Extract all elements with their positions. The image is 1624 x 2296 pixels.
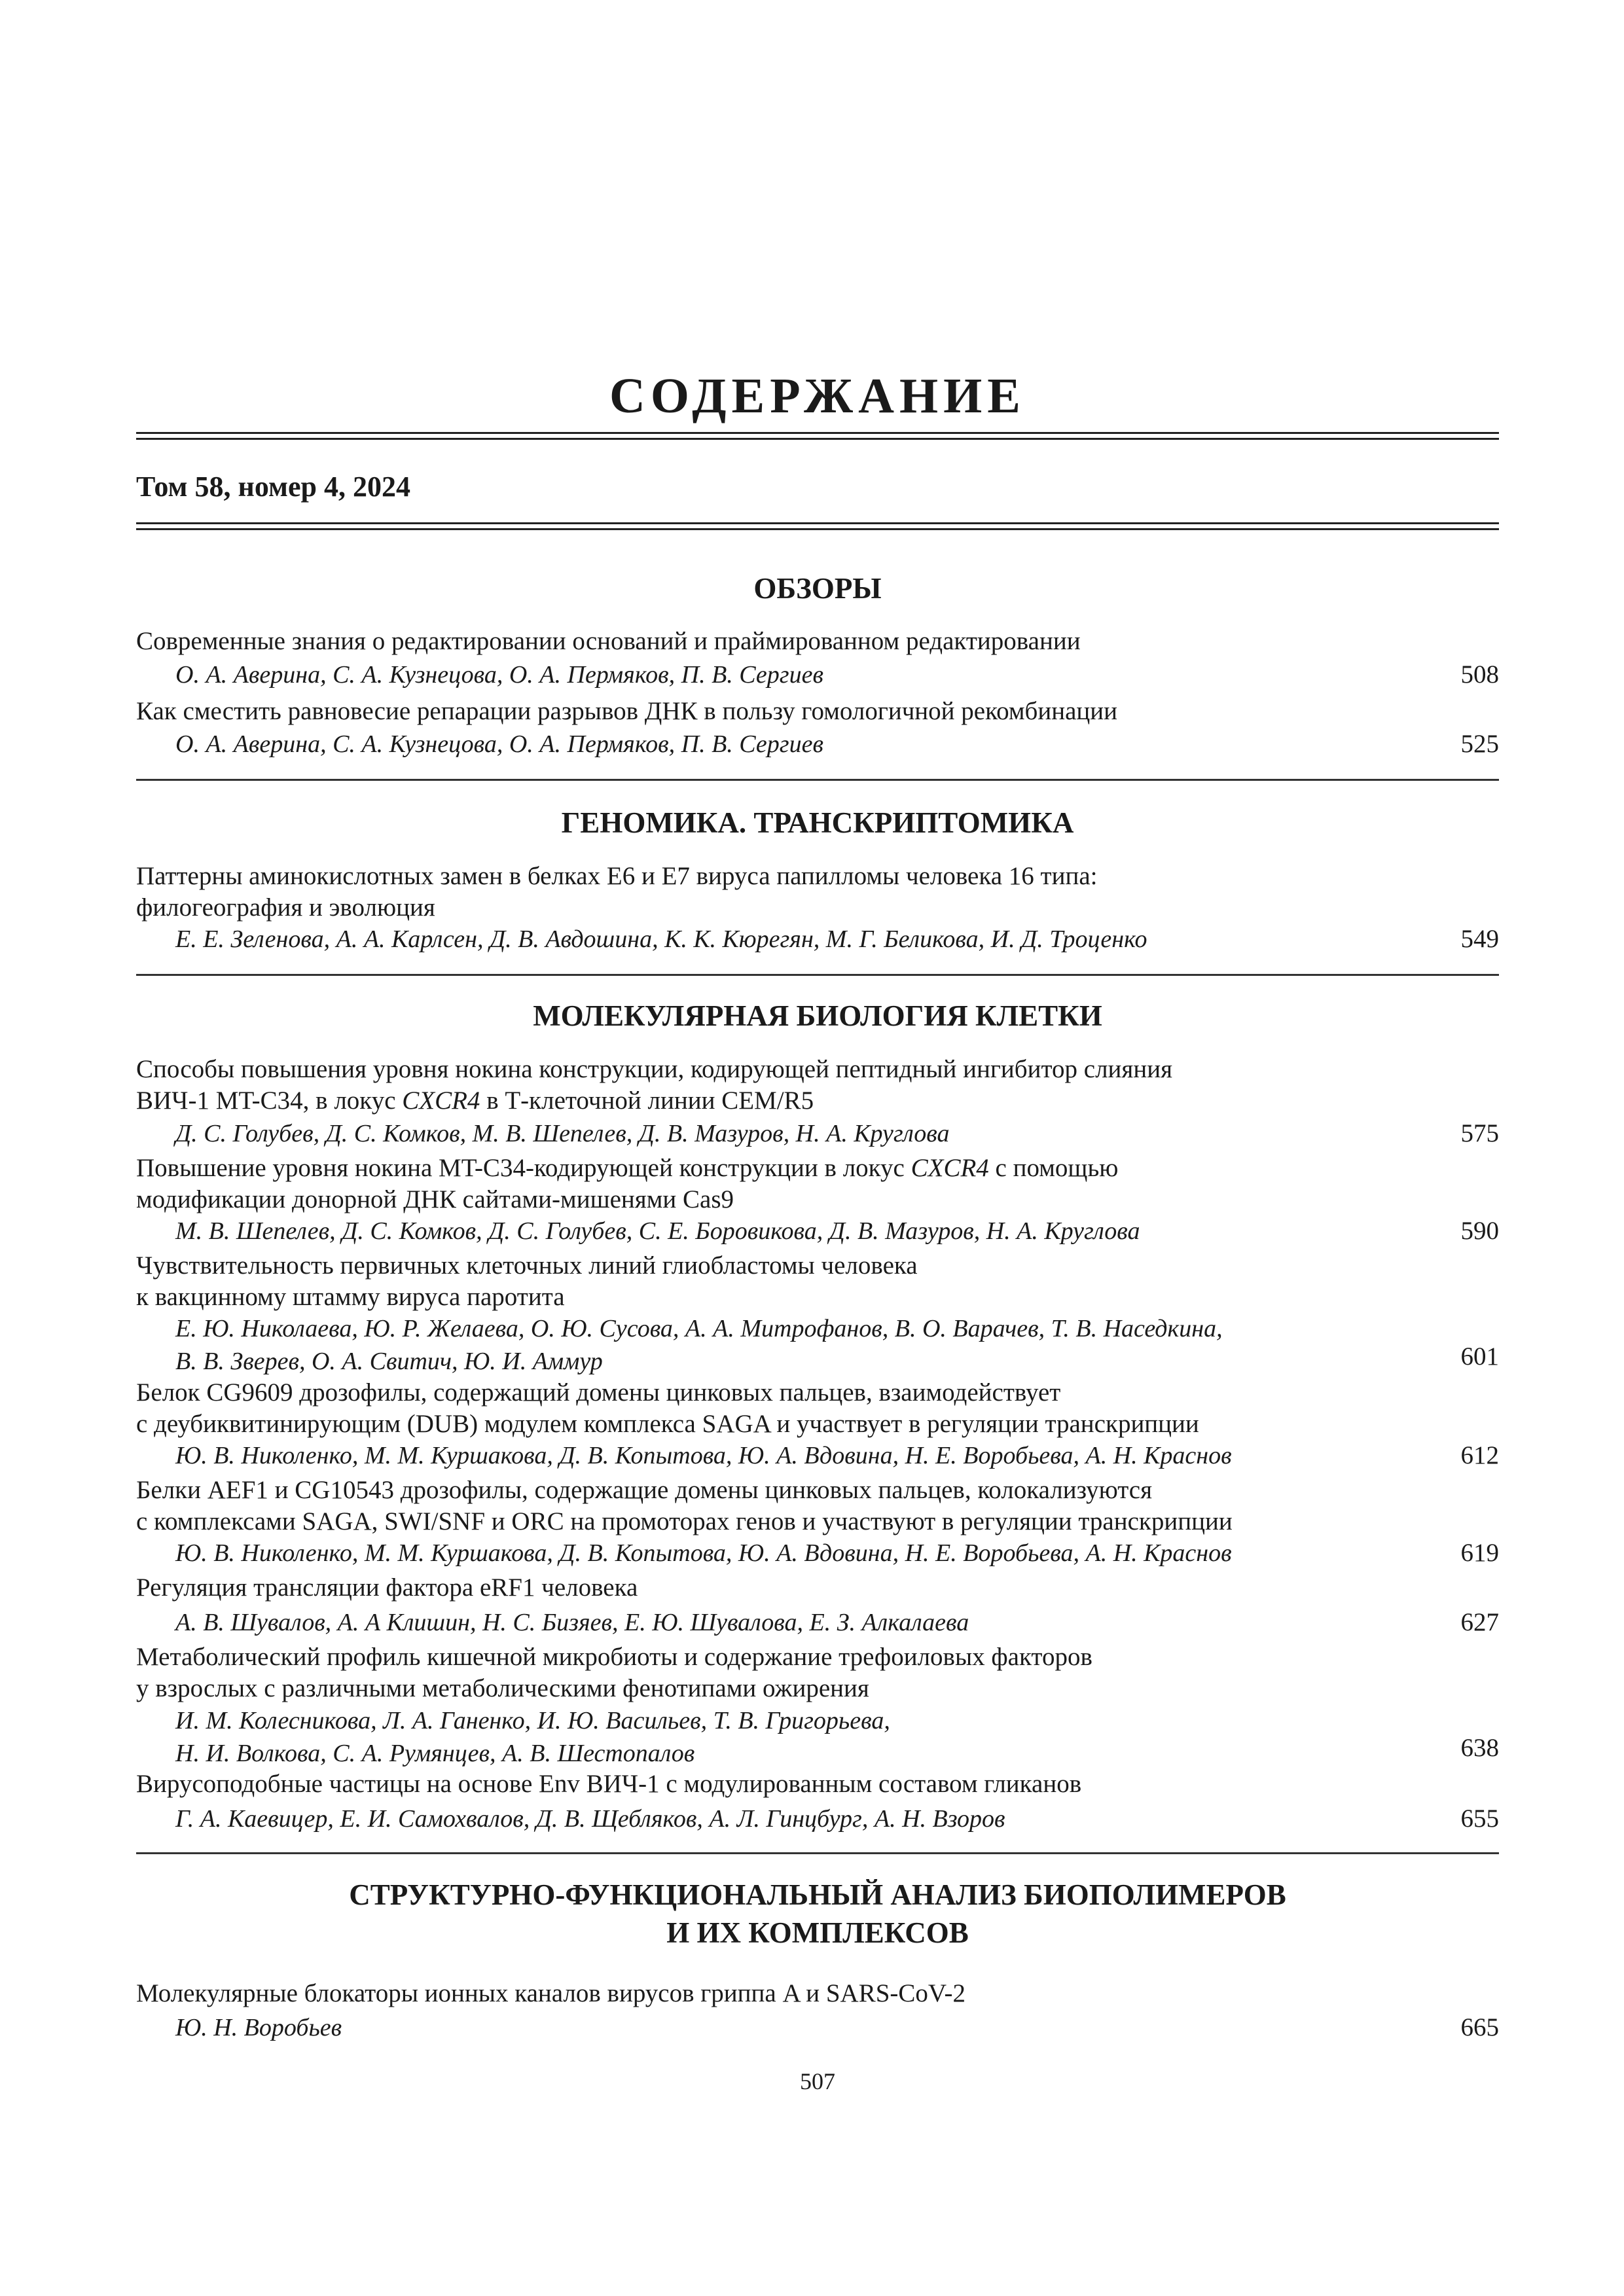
article-authors-line: Е. Ю. Николаева, Ю. Р. Желаева, О. Ю. Сусова, А. А. Митрофанов, В. О. Варачев, Т. В. Наседкина,: [175, 1315, 1223, 1342]
article-title-line: к вакцинному штамму вируса паротита: [136, 1283, 565, 1311]
article-authors-line: В. В. Зверев, О. А. Свитич, Ю. И. Аммур: [175, 1348, 603, 1375]
article-page-number: 612: [1460, 1441, 1499, 1469]
article-page-number: 655: [1460, 1804, 1499, 1833]
article-authors-line: И. М. Колесникова, Л. А. Ганенко, И. Ю. Васильев, Т. В. Григорьева,: [175, 1707, 890, 1734]
article-title: [136, 1377, 1432, 1440]
article-title-line: модификации донорной ДНК сайтами-мишенями Cas9: [136, 1185, 734, 1213]
article-title-segment: ВИЧ-1 MT-C34, в локус: [136, 1086, 403, 1115]
gene-name: CXCR4: [402, 1086, 480, 1115]
section-heading-line: И ИХ КОМПЛЕКСОВ: [666, 1916, 969, 1949]
volume-issue-line: Том 58, номер 4, 2024: [136, 471, 410, 503]
gene-name: CXCR4: [911, 1154, 989, 1182]
volume-double-rule: [136, 522, 1499, 530]
article-title-line: Паттерны аминокислотных замен в белках E6 и E7 вируса папилломы человека 16 типа:: [136, 862, 1098, 890]
article-title-line: филогеография и эволюция: [136, 893, 435, 922]
article-title-line: Белки AEF1 и CG10543 дрозофилы, содержащие домены цинковых пальцев, колокализуются: [136, 1476, 1153, 1504]
section-heading-molecular-cell-biology: МОЛЕКУЛЯРНАЯ БИОЛОГИЯ КЛЕТКИ: [533, 999, 1102, 1032]
article-title: [136, 1250, 1432, 1313]
article-title-line: [136, 1085, 1432, 1117]
section-heading-genomics: ГЕНОМИКА. ТРАНСКРИПТОМИКА: [561, 806, 1074, 839]
article-title-line: Белок CG9609 дрозофилы, содержащий домены цинковых пальцев, взаимодействует: [136, 1378, 1061, 1407]
article-page-number: 525: [1460, 730, 1499, 758]
article-title-segment: Повышение уровня нокина MT-C34-кодирующей конструкции в локус: [136, 1154, 911, 1182]
article-authors-line: Н. И. Волкова, С. А. Румянцев, А. В. Шестопалов: [175, 1740, 695, 1767]
article-page-number: 601: [1460, 1342, 1499, 1371]
article-title: Вирусоподобные частицы на основе Env ВИЧ-1 с модулированным составом гликанов: [136, 1770, 1082, 1798]
article-title: [136, 861, 1432, 924]
article-title: Современные знания о редактировании оснований и праймированном редактировании: [136, 627, 1081, 655]
article-title: Молекулярные блокаторы ионных каналов вирусов гриппа A и SARS-CoV-2: [136, 1979, 965, 2007]
article-title: [136, 1054, 1432, 1117]
article-authors: Ю. В. Николенко, М. М. Куршакова, Д. В. Копытова, Ю. А. Вдовина, Н. Е. Воробьева, А. Н. Краснов: [175, 1539, 1232, 1567]
article-title-line: у взрослых с различными метаболическими фенотипами ожирения: [136, 1674, 869, 1702]
article-title: [136, 1641, 1432, 1704]
article-page-number: 627: [1460, 1608, 1499, 1636]
article-title: [136, 1475, 1432, 1537]
article-authors: М. В. Шепелев, Д. С. Комков, Д. С. Голубев, С. Е. Боровикова, Д. В. Мазуров, Н. А. Круглова: [175, 1217, 1140, 1245]
article-title-line: с деубиквитинирующим (DUB) модулем комплекса SAGA и участвует в регуляции транскрипции: [136, 1410, 1199, 1438]
article-authors: Ю. Н. Воробьев: [175, 2014, 342, 2041]
article-page-number: 665: [1460, 2013, 1499, 2041]
article-page-number: 508: [1460, 660, 1499, 689]
title-double-rule: [136, 432, 1499, 440]
article-page-number: 638: [1460, 1734, 1499, 1762]
section-heading-biopolymers: [136, 1876, 1499, 1952]
article-authors: О. А. Аверина, С. А. Кузнецова, О. А. Пермяков, П. В. Сергиев: [175, 661, 823, 689]
article-authors: Д. С. Голубев, Д. С. Комков, М. В. Шепелев, Д. В. Мазуров, Н. А. Круглова: [175, 1120, 950, 1147]
article-title-line: Способы повышения уровня нокина конструкции, кодирующей пептидный ингибитор слияния: [136, 1055, 1173, 1083]
article-title-line: Метаболический профиль кишечной микробиоты и содержание трефоиловых факторов: [136, 1643, 1092, 1671]
article-title-line: с комплексами SAGA, SWI/SNF и ORC на промоторах генов и участвуют в регуляции транскрипции: [136, 1507, 1233, 1535]
article-page-number: 590: [1460, 1217, 1499, 1245]
section-divider: [136, 974, 1499, 976]
article-title-segment: с помощью: [988, 1154, 1119, 1182]
page-folio-number: 507: [800, 2068, 835, 2094]
article-page-number: 575: [1460, 1119, 1499, 1147]
article-title-segment: в Т-клеточной линии CEM/R5: [480, 1086, 814, 1115]
section-heading-reviews: ОБЗОРЫ: [753, 572, 882, 605]
article-authors: О. А. Аверина, С. А. Кузнецова, О. А. Пермяков, П. В. Сергиев: [175, 730, 823, 758]
article-authors: [175, 1312, 1406, 1378]
article-authors: [175, 1704, 1406, 1770]
article-authors: Е. Е. Зеленова, А. А. Карлсен, Д. В. Авдошина, К. К. Кюрегян, М. Г. Беликова, И. Д. Троценко: [175, 925, 1147, 953]
section-divider: [136, 779, 1499, 781]
article-title-line: Чувствительность первичных клеточных линий глиобластомы человека: [136, 1251, 918, 1280]
section-heading-line: СТРУКТУРНО-ФУНКЦИОНАЛЬНЫЙ АНАЛИЗ БИОПОЛИМЕРОВ: [349, 1878, 1286, 1911]
section-divider: [136, 1852, 1499, 1854]
article-page-number: 619: [1460, 1539, 1499, 1567]
article-authors: Г. А. Каевицер, Е. И. Самохвалов, Д. В. Щебляков, А. Л. Гинцбург, А. Н. Взоров: [175, 1805, 1005, 1833]
article-title: [136, 1153, 1432, 1215]
article-page-number: 549: [1460, 925, 1499, 953]
article-title: Регуляция трансляции фактора eRF1 человека: [136, 1573, 638, 1602]
article-authors: Ю. В. Николенко, М. М. Куршакова, Д. В. Копытова, Ю. А. Вдовина, Н. Е. Воробьева, А. Н. Краснов: [175, 1442, 1232, 1469]
article-authors: А. В. Шувалов, А. А Клишин, Н. С. Бизяев, Е. Ю. Шувалова, Е. З. Алкалаева: [175, 1609, 969, 1636]
article-title: Как сместить равновесие репарации разрывов ДНК в пользу гомологичной рекомбинации: [136, 697, 1118, 725]
article-title-line: [136, 1153, 1432, 1184]
page-title: СОДЕРЖАНИЕ: [609, 368, 1026, 423]
